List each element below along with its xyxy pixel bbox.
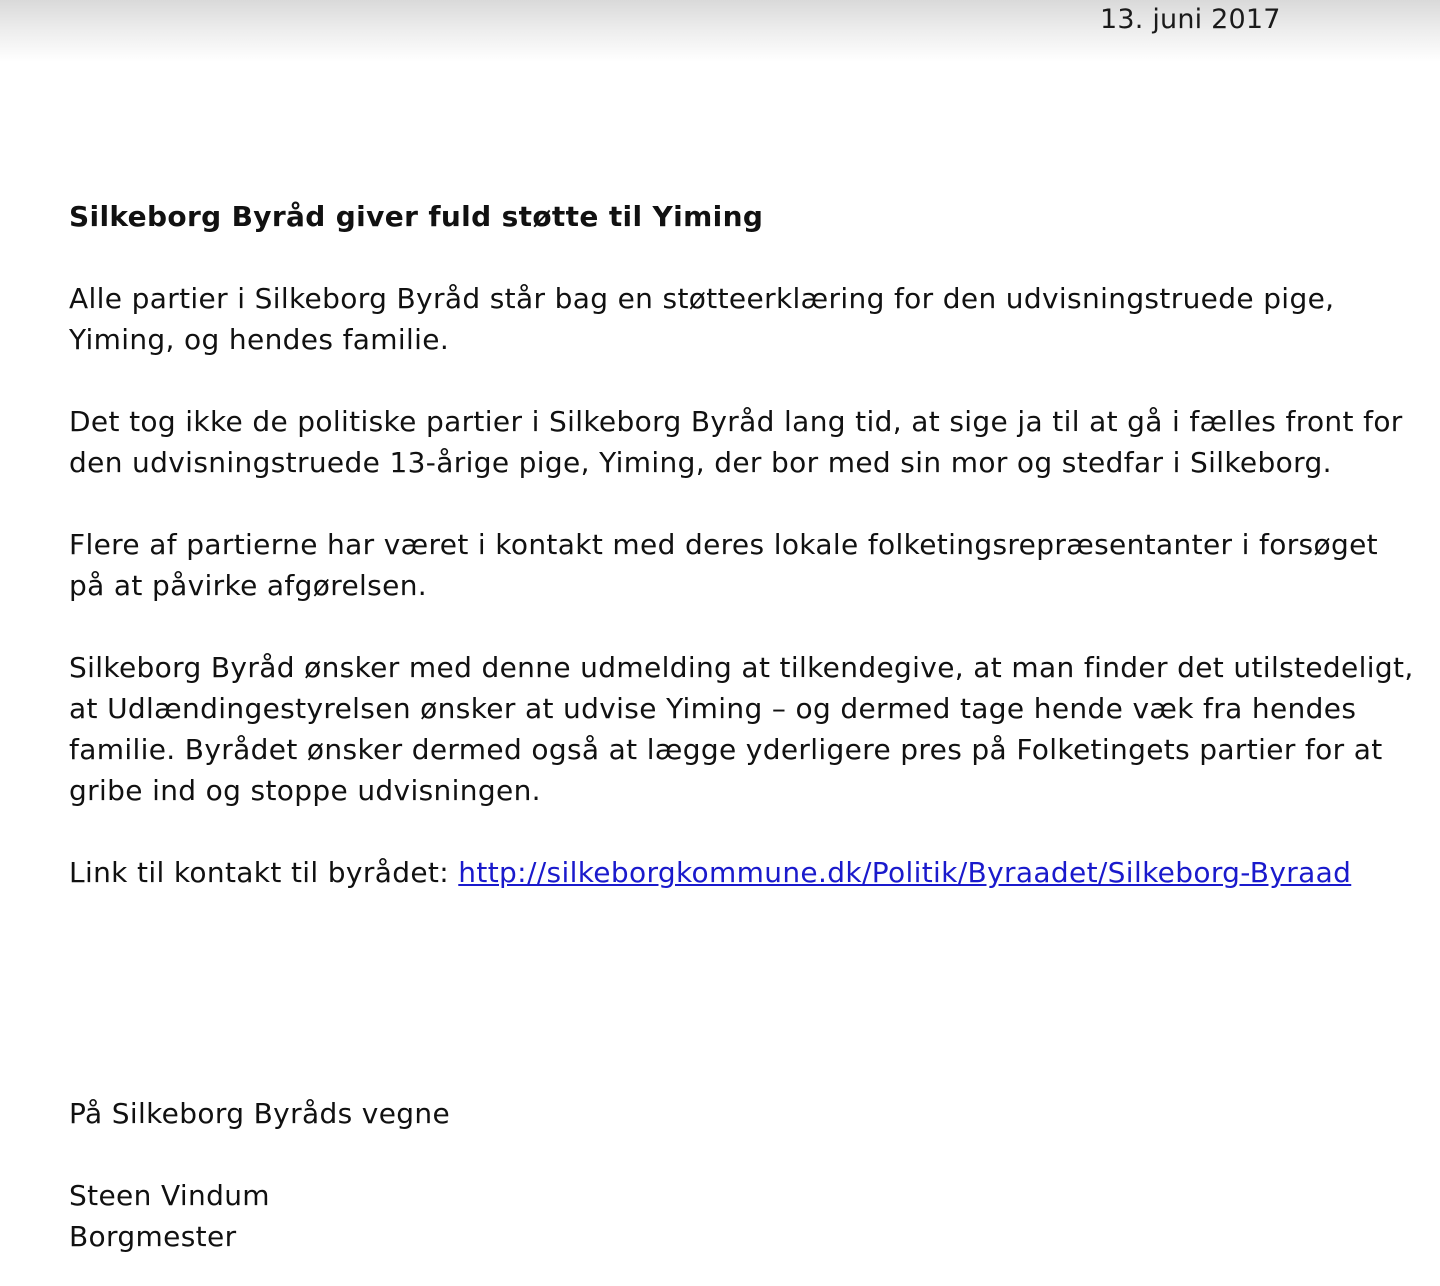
signer-name: Steen Vindum xyxy=(69,1179,270,1212)
document-date: 13. juni 2017 xyxy=(1100,4,1281,35)
signoff xyxy=(69,1093,869,1257)
contact-line xyxy=(69,852,1414,893)
on-behalf-line: På Silkeborg Byråds vegne xyxy=(69,1097,451,1130)
signer-role: Borgmester xyxy=(69,1220,237,1253)
document-title: Silkeborg Byråd giver fuld støtte til Yiming xyxy=(69,200,764,233)
contact-link[interactable]: http://silkeborgkommune.dk/Politik/Byraadet/Silkeborg-Byraad xyxy=(458,856,1352,889)
paragraph-3: Flere af partierne har været i kontakt med deres lokale folketingsrepræsentanter i forsøget på at påvirke afgørelsen. xyxy=(69,528,1379,602)
contact-label: Link til kontakt til byrådet: xyxy=(69,856,450,889)
document-body xyxy=(69,196,1414,934)
paragraph-1: Alle partier i Silkeborg Byråd står bag en støtteerklæring for den udvisningstruede pige, Yiming, og hendes familie. xyxy=(69,282,1335,356)
paragraph-4: Silkeborg Byråd ønsker med denne udmelding at tilkendegive, at man finder det utilstedeligt, at Udlændingestyrelsen ønsker at udvise Yiming – og dermed tage hende væk fra hendes familie. Byrådet ønsker dermed også at lægge yderligere pres på Folketingets partier for at gribe ind og stoppe udvisningen. xyxy=(69,651,1414,807)
paragraph-2: Det tog ikke de politiske partier i Silkeborg Byråd lang tid, at sige ja til at gå i fælles front for den udvisningstruede 13-årige pige, Yiming, der bor med sin mor og stedfar i Silkeborg. xyxy=(69,405,1403,479)
